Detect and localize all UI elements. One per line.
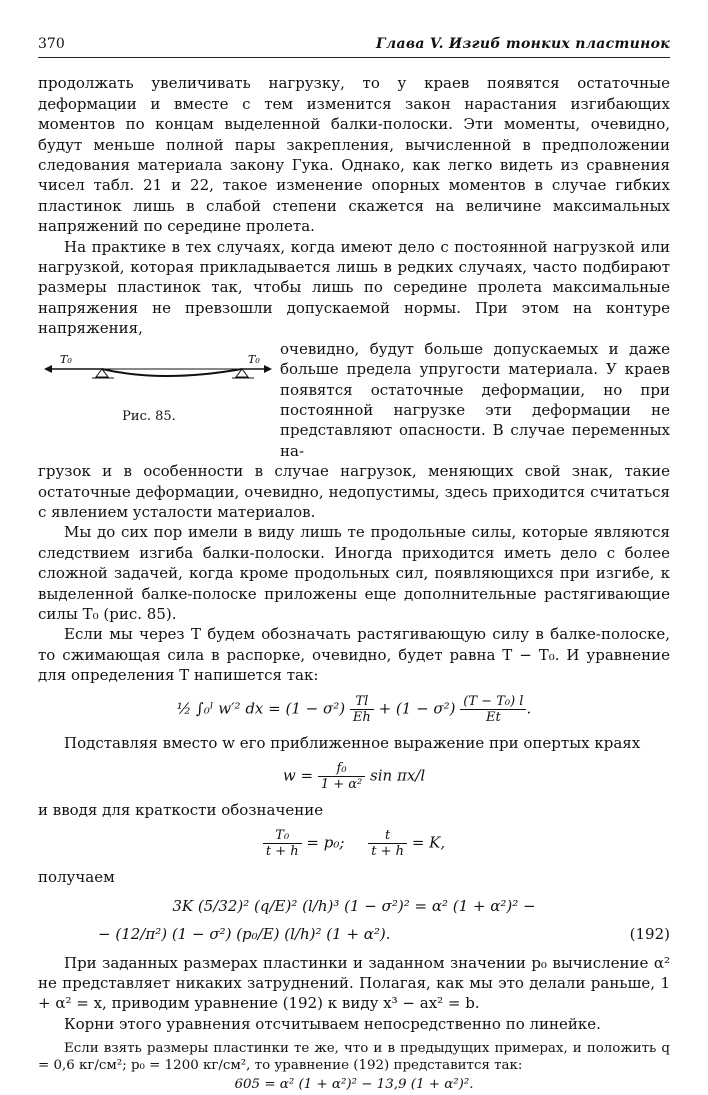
equation-192-line-1: 3K (5/32)² (q/E)² (l/h)³ (1 − σ²)² = α² (1 + α²)² − [172, 896, 536, 915]
left-arrow-head [44, 365, 52, 373]
left-force-label: T₀ [60, 352, 72, 366]
page-header [38, 34, 670, 58]
equation-2: w = $\frac{\text{f₀}}{\text{1 + α²}}$ sin πx/l [282, 761, 426, 792]
paragraph-1: продолжать увеличивать нагрузку, то у краев появятся остаточные деформации и вместе с тем изменится закон нарастания изгибающих моментов по концам выделенной балки-полоски. Эти моменты, очевидно, будут меньше полной пары закрепления, вычисленной в предположении следования материала закону Гука. Однако, как легко видеть из сравнения чисел табл. 21 и 22, такое изменение опорных моментов в случае гибких пластинок лишь в слабой степени скажется на величине максимальных напряжений по середине пролета. [38, 74, 670, 236]
eq1-fraction-1: $\frac{Tl}{Eh}$ [350, 694, 374, 725]
equation-number: (192) [629, 925, 670, 944]
figure-85 [38, 339, 280, 427]
eq1-mid: = (1 − σ²) [268, 699, 346, 718]
paragraph-4: Если мы через T будем обозначать растягивающую силу в балке-полоске, то сжимающая сила в распорке, очевидно, будет равна T − T₀. И уравнение для определения T напишется так: [38, 625, 670, 685]
eq1-left: ½ ∫₀ˡ w′² dx [176, 699, 264, 718]
eq3-fraction-a: $\frac{\text{T₀}}{t + h}$ [263, 828, 302, 859]
page [38, 34, 670, 1095]
figure-block [38, 339, 670, 461]
paragraph-2-end: грузок и в особенности в случае нагрузок, меняющих свой знак, такие остаточные деформации, очевидно, недопустимы, здесь приходится считаться с явлением усталости материалов. [38, 462, 670, 521]
right-arrow-head [264, 365, 272, 373]
equation-3: $\frac{\text{T₀}}{t + h}$ = p₀; $\frac{t}{t + h}$ = K, [38, 828, 670, 859]
eq1-fraction-2: $\frac{\text{(T − T₀) l}}{Et}$ [460, 694, 526, 725]
right-force-label: T₀ [248, 352, 260, 366]
paragraph-7: получаем [38, 868, 115, 887]
equation-1: ½ ∫₀ˡ w′² dx = (1 − σ²) $\frac{Tl}{Eh}$ + (1 − σ²) $\frac{\text{(T − T₀) l}}{Et}$ . [176, 693, 532, 725]
equation-5: 605 = α² (1 + α²)² − 13,9 (1 + α²)². [234, 1077, 474, 1093]
beam-diagram [42, 349, 274, 397]
paragraph-8: При заданных размерах пластинки и заданном значении p₀ вычисление α² не представляет никаких затруднений. Полагая, как мы это делали раньше, 1 + α² = x, приводим уравнение (192) к виду x³ − ax² = b. [38, 953, 670, 1013]
paragraph-10: Если взять размеры пластинки те же, что и в предыдущих примерах, и положить q = 0,6 кг/см²; p₀ = 1200 кг/см², то уравнение (192) представится так: [38, 1041, 670, 1074]
eq3-fraction-b: $\frac{t}{t + h}$ [368, 828, 407, 859]
figure-caption: Рис. 85. [122, 408, 176, 424]
paragraph-5: Подставляя вместо w его приближенное выражение при опертых краях [64, 733, 641, 752]
paragraph-3: Мы до сих пор имели в виду лишь те продольные силы, которые являются следствием изгиба балки-полоски. Иногда приходится иметь дело с более сложной задачей, когда кроме продольных сил, появляющихся при изгибе, к выделенной балке-полоске приложены еще дополнительные растягивающие силы T₀ (рис. 85). [38, 523, 670, 623]
eq2-fraction: $\frac{\text{f₀}}{\text{1 + α²}}$ [318, 761, 365, 792]
eq1-plus: + (1 − σ²) [378, 699, 456, 718]
paragraph-6: и вводя для краткости обозначение [38, 801, 324, 819]
paragraph-2: На практике в тех случаях, когда имеют дело с постоянной нагрузкой или нагрузкой, которая прикладывается лишь в редких случаях, часто подбирают размеры пластинок так, чтобы лишь по середине пролета максимальные напряжения не превзошли допускаемой нормы. При этом на контуре напряжения, [38, 237, 670, 338]
paragraph-2-side: очевидно, будут больше допускаемых и даже больше предела упругости материала. У краев появятся остаточные деформации, но при постоянной нагрузке эти деформации не представляют опасности. В случае переменных на- [280, 339, 670, 460]
equation-192-line-2: − (12/π²) (1 − σ²) (p₀/E) (l/h)² (1 + α²). (192) [98, 925, 670, 944]
page-number: 370 [38, 36, 65, 52]
running-title: Глава V. Изгиб тонких пластинок [375, 36, 670, 52]
paragraph-9: Корни этого уравнения отсчитываем непосредственно по линейке. [64, 1014, 601, 1033]
deflected-strip [102, 369, 242, 376]
